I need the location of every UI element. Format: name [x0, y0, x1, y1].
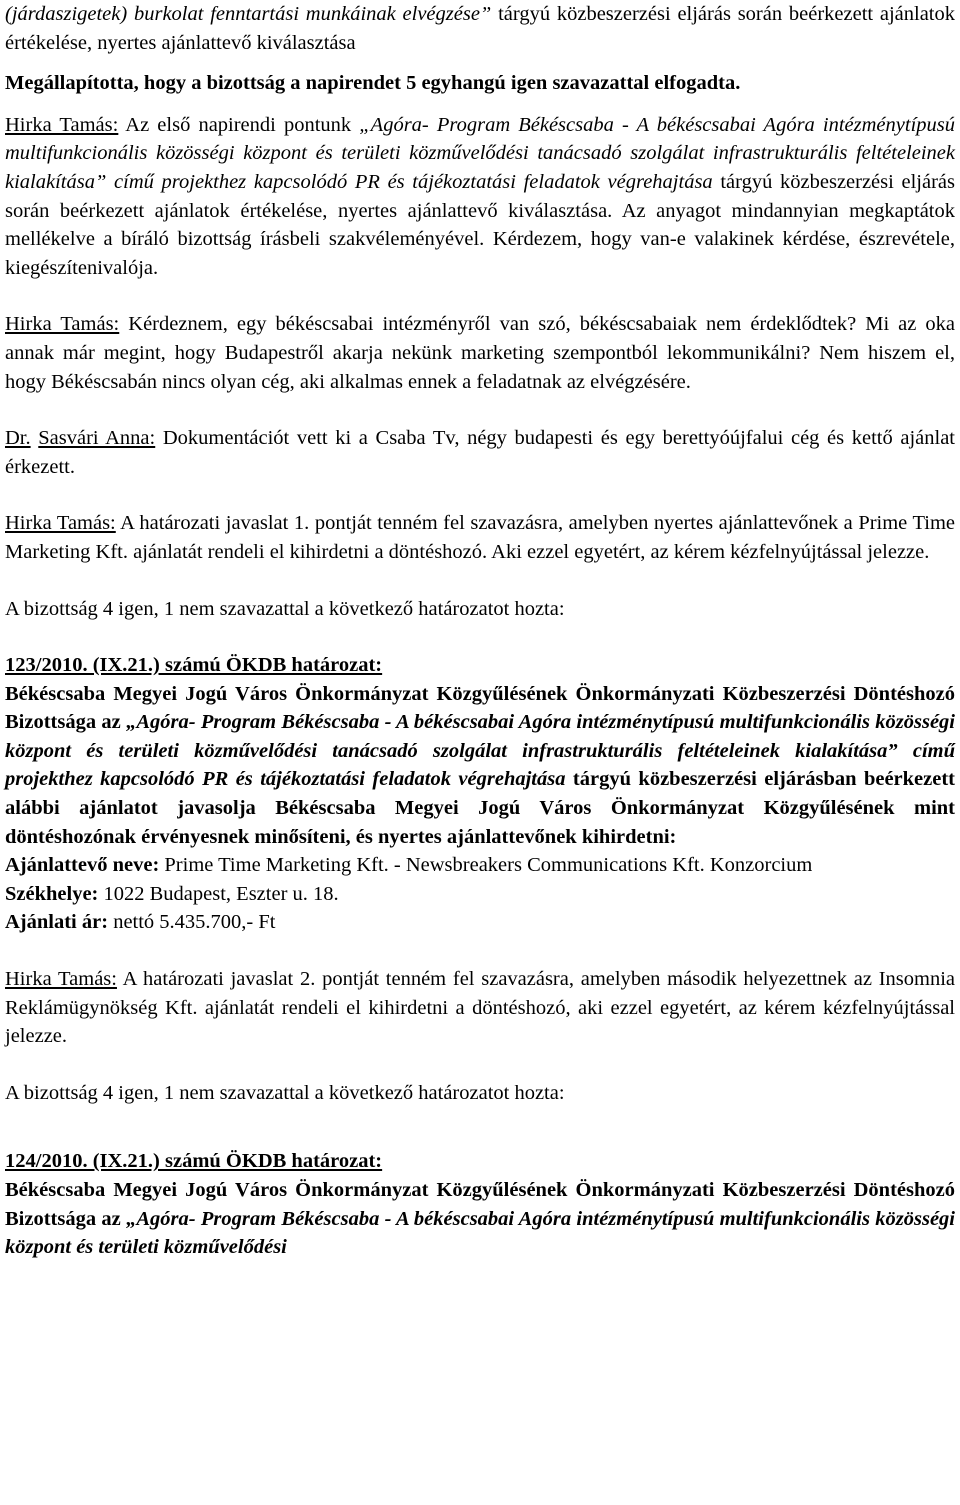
speaker-name: Hirka Tamás:: [5, 113, 119, 136]
speech-paragraph-1: [5, 111, 955, 283]
bid-price-label: Ajánlati ár:: [5, 911, 109, 934]
speech-text: tárgyú közbeszerzési eljárás során beérkezett ajánlatok értékelése, nyertes ajánlattevő kiválasztása. Az anyagot mindannyian megkaptátok mellékelve a bíráló bizottság írásbeli szakvéleményével. Kérdezem, hogy van-e valakinek kérdése, észrevétele, kiegészítenivalója.: [5, 170, 955, 279]
speaker-name: Hirka Tamás:: [5, 313, 120, 336]
bid-price-line: [5, 908, 955, 937]
speaker-name: Hirka Tamás:: [5, 512, 116, 535]
speech-text: A határozati javaslat 2. pontját tenném fel szavazásra, amelyben második helyezettnek az Insomnia Reklámügynökség Kft. ajánlatát rendeli el kihirdetni a döntéshozó, aki ezzel egyetért, az kérem kézfelnyújtással jelezze.: [5, 968, 955, 1048]
agenda-decision: Megállapította, hogy a bizottság a napirendet 5 egyhangú igen szavazattal elfogadta.: [5, 72, 741, 95]
speech-text: Dokumentációt vett ki a Csaba Tv, négy budapesti és egy berettyóújfalui cég és kettő ajánlat érkezett.: [5, 427, 955, 478]
resolution-italic: „Agóra- Program Békéscsaba - A békéscsabai Agóra intézménytípusú multifunkcionális közösségi központ és területi közművelődési: [5, 1207, 955, 1259]
bidder-seat-value: 1022 Budapest, Eszter u. 18.: [98, 882, 339, 905]
resolution-text: Békéscsaba Megyei Jogú Város Önkormányzat Közgyűlésének Önkormányzati Közbeszerzési Döntéshozó Bizottsága az: [5, 682, 955, 734]
resolution-text: Békéscsaba Megyei Jogú Város Önkormányzat Közgyűlésének Önkormányzati Közbeszerzési Döntéshozó Bizottsága az: [5, 1179, 955, 1230]
resolution-title-2: 124/2010. (IX.21.) számú ÖKDB határozat:: [5, 1150, 383, 1173]
agenda-item-text: tárgyú közbeszerzési eljárás során beérkezett ajánlatok értékelése, nyertes ajánlattevő kiválasztása: [5, 3, 955, 54]
vote-result-1: A bizottság 4 igen, 1 nem szavazattal a következő határozatot hozta:: [5, 597, 565, 620]
speech-italic: „Agóra- Program Békéscsaba - A békéscsabai Agóra intézménytípusú multifunkcionális közösségi központ és területi közművelődési tanácsadó szolgálat infrastrukturális feltételeinek kialakítása” című projekthez kapcsolódó PR és tájékoztatási feladatok végrehajtása: [5, 113, 956, 193]
speech-paragraph-2: [5, 310, 955, 396]
speaker-name: Hirka Tamás:: [5, 968, 117, 991]
speech-paragraph-3: [5, 424, 955, 481]
speech-paragraph-4: [5, 509, 955, 566]
resolution-italic: „Agóra- Program Békéscsaba - A békéscsabai Agóra intézménytípusú multifunkcionális közösségi központ és területi közművelődési tanácsadó szolgálat infrastrukturális feltételeinek kialakítása” című projekthez kapcsolódó PR és tájékoztatási feladatok végrehajtása: [5, 711, 955, 791]
speaker-name: Sasvári Anna:: [38, 427, 156, 450]
bidder-seat-label: Székhelye:: [5, 882, 99, 905]
document-page: [5, 0, 955, 1262]
resolution-title-1: 123/2010. (IX.21.) számú ÖKDB határozat:: [5, 654, 383, 677]
bid-price-value: nettó 5.435.700,- Ft: [108, 911, 276, 934]
speaker-title: Dr.: [5, 427, 31, 450]
bidder-seat-line: [5, 880, 955, 909]
speech-text: A határozati javaslat 1. pontját tenném fel szavazásra, amelyben nyertes ajánlattevőnek a Prime Time Marketing Kft. ajánlatát rendeli el kihirdetni a döntéshozó. Aki ezzel egyetért, az kérem kézfelnyújtással jelezze.: [5, 512, 955, 563]
speech-text: Kérdeznem, egy békéscsabai intézményről van szó, békéscsabaiak nem érdeklődtek? Mi az oka annak már megint, hogy Budapestről akarja nekünk marketing szempontból lekommunikálni? Nem hiszem el, hogy Békéscsabán nincs olyan cég, aki alkalmas ennek a feladatnak az elvégzésére.: [5, 313, 956, 393]
resolution-text: tárgyú közbeszerzési eljárásban beérkezett alábbi ajánlatot javasolja Békéscsaba Megyei Jogú Város Önkormányzat Közgyűlésének mint döntéshozónak érvényesnek minősíteni, és nyertes ajánlattevőnek kihirdetni:: [5, 768, 955, 848]
resolution-body-1: [5, 680, 955, 852]
vote-result-2: A bizottság 4 igen, 1 nem szavazattal a következő határozatot hozta:: [5, 1081, 565, 1104]
agenda-item-tail: [5, 0, 955, 57]
resolution-body-2: [5, 1176, 955, 1262]
bidder-name-value: Prime Time Marketing Kft. - Newsbreakers Communications Kft. Konzorcium: [159, 854, 813, 877]
speech-paragraph-5: [5, 965, 955, 1051]
bidder-name-label: Ajánlattevő neve:: [5, 854, 160, 877]
speech-text: Az első napirendi pontunk: [118, 113, 360, 136]
agenda-item-italic: (járdaszigetek) burkolat fenntartási munkáinak elvégzése”: [5, 3, 492, 25]
bidder-name-line: [5, 851, 955, 880]
